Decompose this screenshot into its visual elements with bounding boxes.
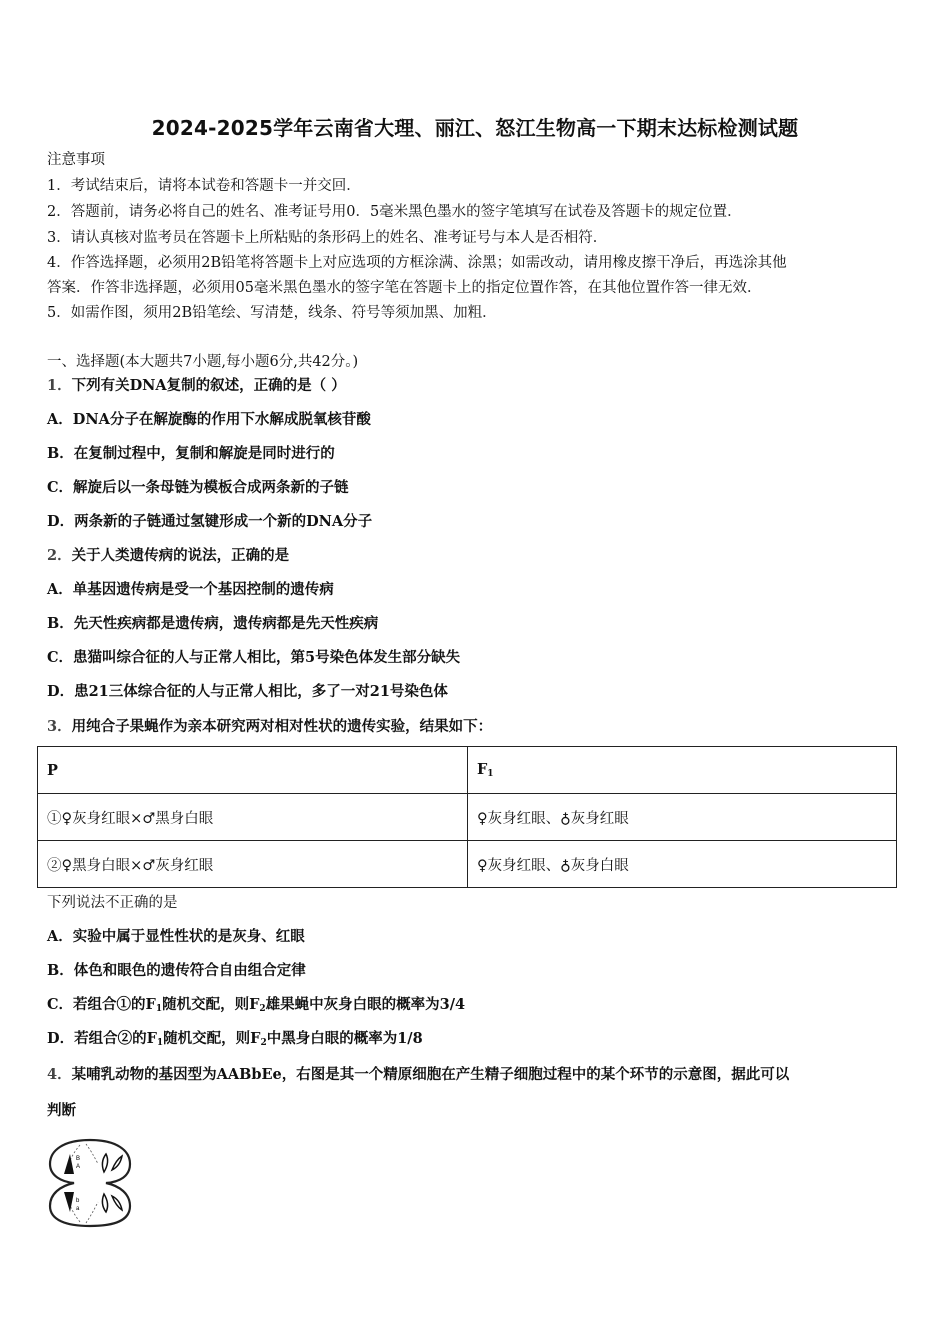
text-part: 中黑身白眼的概率为1/8 <box>266 1030 423 1047</box>
subscript: 2 <box>260 1038 267 1048</box>
question-text: 下列有关DNA复制的叙述，正确的是（ ） <box>71 377 346 394</box>
chromosome-light-bottom-2 <box>112 1196 122 1210</box>
q1-option-a: A．DNA分子在解旋酶的作用下水解成脱氧核苷酸 <box>47 411 371 428</box>
question-text: 关于人类遗传病的说法，正确的是 <box>71 547 290 564</box>
q2-option-b: B．先天性疾病都是遗传病，遗传病都是先天性疾病 <box>47 615 379 632</box>
q1-option-d: D．两条新的子链通过氢键形成一个新的DNA分子 <box>47 513 373 530</box>
subscript: 1 <box>156 1038 164 1048</box>
q3-option-b: B．体色和眼色的遗传符合自由组合定律 <box>47 962 306 979</box>
notice-item: 4．作答选择题，必须用2B铅笔将答题卡上对应选项的方框涂满、涂黑；如需改动，请用橡皮擦干净后，再选涂其他 <box>47 255 787 271</box>
table-row <box>38 841 897 888</box>
gene-label: A <box>76 1164 81 1170</box>
header-f-text: F <box>477 761 488 778</box>
subscript: 1 <box>155 1004 163 1014</box>
gene-label: a <box>76 1206 80 1212</box>
table-header-row <box>38 747 897 794</box>
question-text: 某哺乳动物的基因型为AABbEe，右图是其一个精原细胞在产生精子细胞过程中的某个环节的示意图，据此可以 <box>71 1066 790 1083</box>
q1-option-c: C．解旋后以一条母链为模板合成两条新的子链 <box>47 479 349 496</box>
q3-after-table: 下列说法不正确的是 <box>47 895 178 911</box>
q2-option-a: A．单基因遗传病是受一个基因控制的遗传病 <box>47 581 334 598</box>
text-part: 随机交配，则F <box>162 996 260 1013</box>
chromosome-light-top-2 <box>112 1156 122 1170</box>
question-number: 4． <box>47 1066 72 1083</box>
q1-option-b: B．在复制过程中，复制和解旋是同时进行的 <box>47 445 335 462</box>
cell-membrane <box>50 1140 130 1226</box>
cross-results-table <box>37 746 897 888</box>
q3-option-a: A．实验中属于显性性状的是灰身、红眼 <box>47 928 305 945</box>
gene-label: B <box>76 1156 81 1162</box>
text-part: C．若组合①的F <box>47 996 156 1013</box>
notice-item: 答案．作答非选择题，必须用05毫米黑色墨水的签字笔在答题卡上的指定位置作答，在其他位置作答一律无效． <box>47 280 762 296</box>
question-number: 2． <box>47 547 72 564</box>
notice-heading: 注意事项 <box>47 152 105 168</box>
dividing-cell-figure <box>46 1136 136 1230</box>
question-number: 1． <box>47 377 72 394</box>
question-2-stem <box>47 546 289 566</box>
table-cell-f1: ♀灰身红眼、♁灰身白眼 <box>468 841 897 888</box>
q2-option-d: D．患21三体综合征的人与正常人相比，多了一对21号染色体 <box>47 683 448 700</box>
section-heading: 一、选择题(本大题共7小题,每小题6分,共42分。) <box>47 354 359 370</box>
notice-item: 5．如需作图，须用2B铅笔绘、写清楚，线条、符号等须加黑、加粗． <box>47 305 497 321</box>
notice-item: 1．考试结束后，请将本试卷和答题卡一并交回． <box>47 178 361 194</box>
page-title: 2024-2025学年云南省大理、丽江、怒江生物高一下期末达标检测试题 <box>151 116 799 140</box>
chromosome-dark-top <box>64 1154 74 1174</box>
text-part: 雄果蝇中灰身白眼的概率为3/4 <box>265 996 466 1013</box>
chromosome-light-top <box>102 1154 107 1172</box>
q3-option-d <box>47 1029 423 1053</box>
subscript: 2 <box>259 1004 266 1014</box>
header-f-subscript: 1 <box>487 769 494 779</box>
chromosome-light-bottom <box>102 1194 107 1212</box>
question-4-stem <box>47 1065 789 1085</box>
table-row <box>38 794 897 841</box>
notice-item: 2．答题前，请务必将自己的姓名、准考证号用0．5毫米黑色墨水的签字笔填写在试卷及答题卡的规定位置． <box>47 204 742 220</box>
question-3-stem <box>47 717 492 737</box>
text-part: 随机交配，则F <box>163 1030 261 1047</box>
question-text: 用纯合子果蝇作为亲本研究两对相对性状的遗传实验，结果如下： <box>71 718 493 735</box>
question-4-stem-cont: 判断 <box>47 1102 76 1119</box>
text-part: D．若组合②的F <box>47 1030 157 1047</box>
table-header-p: P <box>38 747 468 794</box>
gene-label: b <box>76 1198 80 1204</box>
chromosome-dark-bottom <box>64 1192 74 1212</box>
question-1-stem <box>47 376 346 396</box>
table-header-f1 <box>468 747 897 794</box>
notice-item: 3．请认真核对监考员在答题卡上所粘贴的条形码上的姓名、准考证号与本人是否相符． <box>47 230 608 246</box>
table-cell-parents: ②♀黑身白眼×♂灰身红眼 <box>38 841 468 888</box>
table-cell-f1: ♀灰身红眼、♁灰身红眼 <box>468 794 897 841</box>
spindle-fibers-bottom <box>68 1200 98 1223</box>
question-number: 3． <box>47 718 72 735</box>
table-cell-parents: ①♀灰身红眼×♂黑身白眼 <box>38 794 468 841</box>
q3-option-c <box>47 995 465 1019</box>
q2-option-c: C．患猫叫综合征的人与正常人相比，第5号染色体发生部分缺失 <box>47 649 461 666</box>
spindle-fibers-top <box>68 1144 98 1166</box>
